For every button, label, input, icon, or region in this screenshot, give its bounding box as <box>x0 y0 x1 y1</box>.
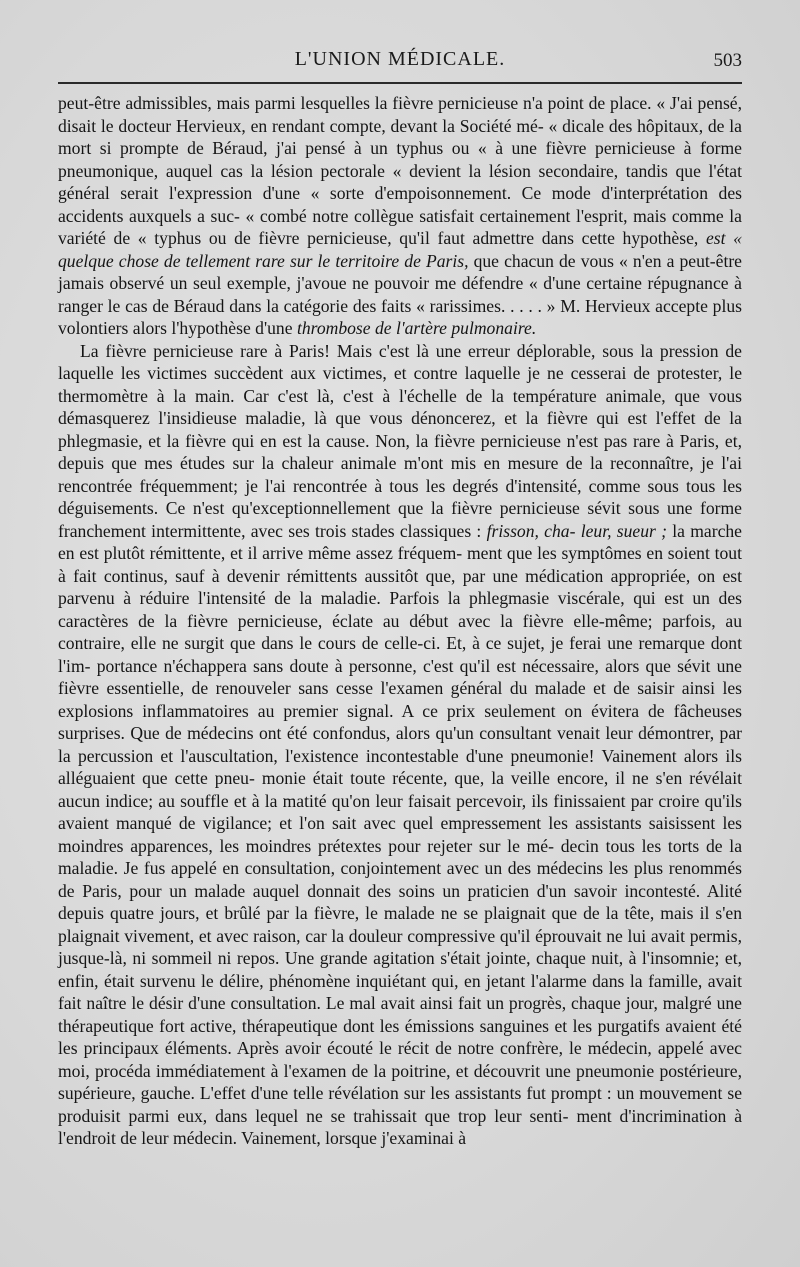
italic-segment: thrombose de l'artère pulmonaire. <box>296 318 537 338</box>
paragraph-1 <box>58 92 742 340</box>
page-number: 503 <box>713 50 742 71</box>
text-segment: la marche en est plutôt rémittente, et il arrive même assez fréquem- ment que les symptômes en soient tout à fait continus, sauf à devenir rémittents aussitôt que, par une médication appropriée, on est parvenu à réduire l'intensité de la maladie. Parfois la phlegmasie viscérale, qui est un des caractères de la fièvre pernicieuse, éclate au début avec la fièvre elle-même; parfois, au contraire, elle ne surgit que dans le cours de celle-ci. Et, à ce sujet, je ferai une remarque dont l'im- portance n'échappera sans doute à personne, c'est qu'il est nécessaire, alors que sévit une fièvre essentielle, de renouveler sans cesse l'examen général du malade et de saisir ainsi les explosions inflammatoires au premier signal. A ce prix seulement on évitera de fâcheuses surprises. Que de médecins ont été confondus, alors qu'un consultant venait leur démontrer, par la percussion et l'auscultation, l'existence incontestable d'une pneumonie! Vainement alors ils alléguaient que cette pneu- monie était toute récente, que, la veille encore, il ne s'en révélait aucun indice; au souffle et à la matité qu'on leur faisait percevoir, ils finissaient par croire qu'ils avaient manqué de vigilance; et l'on sait avec quel empressement les assistants saisissent les moindres apparences, les moindres prétextes pour rejeter sur le mé- decin tous les torts de la maladie. Je fus appelé en consultation, conjointement avec un des médecins les plus renommés de Paris, pour un malade auquel donnait des soins un praticien d'un savoir incontesté. Alité depuis quatre jours, et brûlé par la fièvre, le malade ne se plaignait que de la tête, mais il s'en plaignait vivement, et avec raison, car la douleur compressive qu'il éprouvait ne lui avait permis, jusque-là, ni sommeil ni repos. Une grande agitation s'était jointe, chaque nuit, à l'insomnie; et, enfin, était survenu le délire, phénomène inquiétant qui, en jetant l'alarme dans la famille, avait fait naître le désir d'une consultation. Le mal avait ainsi fait un progrès, chaque jour, malgré une thérapeutique fort active, thérapeutique dont les émissions sanguines et les purgatifs avaient été les principaux éléments. Après avoir écouté le récit de notre confrère, le médecin, appelé avec moi, procéda immédiatement à l'examen de la poitrine, et découvrit une pneumonie postérieure, supérieure, gauche. L'effet d'une telle révélation sur les assistants fut prompt : un mouvement se produisit parmi eux, dans lequel ne se trahissait que trop leur senti- ment d'incrimination à l'endroit de leur médecin. Vainement, lorsque j'examinai à <box>58 520 742 1148</box>
body-text <box>58 92 742 1257</box>
page-header <box>58 48 742 78</box>
text-segment: La fièvre pernicieuse rare à Paris! Mais c'est là une erreur déplorable, sous la pression de laquelle les victimes succèdent aux victimes, et contre laquelle je ne cesserai de protester, le thermomètre à la main. Car c'est là, c'est à l'échelle de la température animale, que vous démasquerez l'insidieuse maladie, là que vous dénoncerez, et la fièvre qui est l'effet de la phlegmasie, et la fièvre qui en est la cause. Non, la fièvre pernicieuse n'est pas rare à Paris, et, depuis que mes études sur la chaleur animale m'ont mis en mesure de la reconnaître, je l'ai rencontrée fréquemment; je l'ai rencontrée à tous les degrés d'intensité, comme sous tous les déguisements. Ce n'est qu'exceptionnellement que la fièvre pernicieuse sévit sous une forme franchement intermittente, avec ses trois stades classiques : <box>58 340 742 541</box>
paragraph-2 <box>58 340 742 1150</box>
text-segment: que chacun de vous « n'en a peut-être jamais observé un seul exemple, j'avoue ne pouvoir me défendre « d'une certaine répugnance à ranger le cas de Béraud dans la catégorie des faits « rarissimes. . . . . » M. Hervieux accepte plus volontiers alors l'hypothèse d'une <box>58 250 742 338</box>
running-title: L'UNION MÉDICALE. <box>294 48 506 70</box>
header-rule <box>58 82 742 84</box>
text-segment: peut-être admissibles, mais parmi lesquelles la fièvre pernicieuse n'a point de place. « J'ai pensé, disait le docteur Hervieux, en rendant compte, devant la Société mé- « dicale des hôpitaux, de la mort si prompte de Béraud, j'ai pensé à un typhus ou « à une fièvre pernicieuse à forme pneumonique, auquel cas la lésion pectorale « devient la lésion secondaire, tandis que l'état général serait l'expression d'une « sorte d'empoisonnement. Ce mode d'interprétation des accidents auxquels a suc- « combé notre collègue satisfait certainement l'esprit, mais comme la variété de « typhus ou de fièvre pernicieuse, qu'il faut admettre dans cette hypothèse, <box>58 93 742 248</box>
italic-segment: frisson, cha- leur, sueur ; <box>486 520 667 541</box>
italic-segment: est « quelque chose de tellement rare sur le territoire de Paris, <box>58 228 742 271</box>
